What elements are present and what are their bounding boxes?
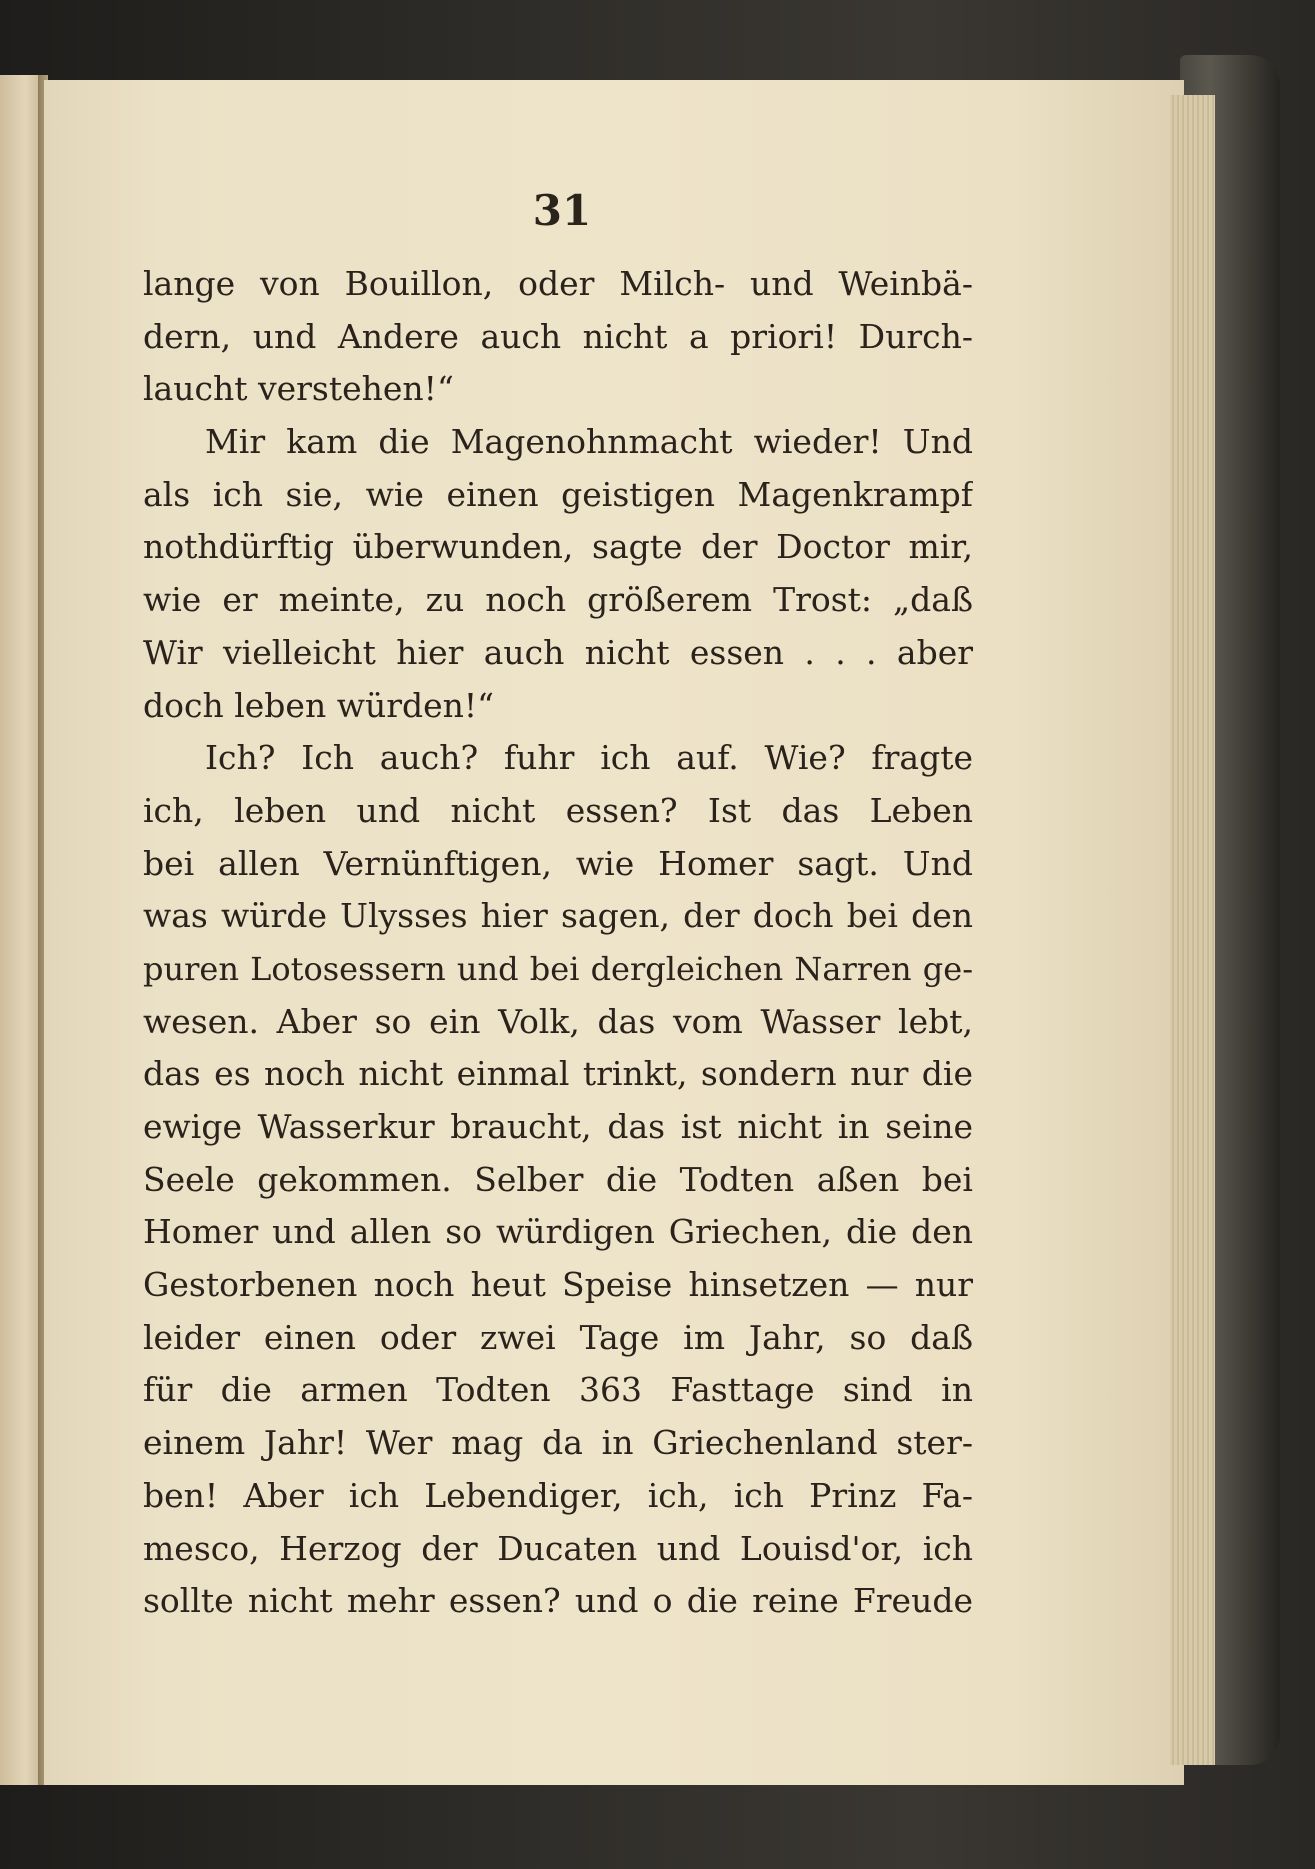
text-line: wie er meinte, zu noch größerem Trost: „daß [143, 580, 973, 620]
page-number: 31 [532, 186, 592, 235]
text-line: was würde Ulysses hier sagen, der doch bei den [143, 896, 973, 936]
text-line: leider einen oder zwei Tage im Jahr, so daß [143, 1317, 973, 1357]
text-line: als ich sie, wie einen geistigen Magenkrampf [143, 474, 973, 514]
text-line: mesco, Herzog der Ducaten und Louisd'or, ich [143, 1528, 973, 1568]
text-line: nothdürftig überwunden, sagte der Doctor mir, [143, 527, 973, 567]
text-line: puren Lotosessern und bei dergleichen Narren ge- [143, 949, 973, 988]
text-line: ben! Aber ich Lebendiger, ich, ich Prinz Fa- [143, 1475, 973, 1515]
text-line: ewige Wasserkur braucht, das ist nicht in seine [143, 1107, 973, 1146]
text-line: einem Jahr! Wer mag da in Griechenland ster- [143, 1423, 973, 1463]
text-line: Mir kam die Magenohnmacht wieder! Und [205, 422, 973, 462]
text-line: ich, leben und nicht essen? Ist das Leben [143, 790, 973, 830]
page-text [143, 258, 973, 1628]
text-line: für die armen Todten 363 Fasttage sind in [143, 1370, 973, 1410]
text-line: Homer und allen so würdigen Griechen, die den [143, 1212, 973, 1252]
text-line: doch leben würden!“ [143, 685, 495, 725]
page-stack-edge [1170, 95, 1215, 1765]
text-line: Seele gekommen. Selber die Todten aßen bei [143, 1159, 973, 1199]
text-line: wesen. Aber so ein Volk, das vom Wasser lebt, [143, 1001, 973, 1041]
facing-page-edge [0, 75, 42, 1785]
text-line: bei allen Vernünftigen, wie Homer sagt. Und [143, 843, 973, 883]
text-line: dern, und Andere auch nicht a priori! Durch- [143, 316, 973, 356]
text-line: Ich? Ich auch? fuhr ich auf. Wie? fragte [205, 738, 973, 778]
text-line: Gestorbenen noch heut Speise hinsetzen — nur [143, 1265, 973, 1305]
text-line: Wir vielleicht hier auch nicht essen . . . aber [143, 632, 973, 672]
text-line: sollte nicht mehr essen? und o die reine Freude [143, 1581, 973, 1621]
text-line: das es noch nicht einmal trinkt, sondern nur die [143, 1054, 973, 1094]
text-line: lange von Bouillon, oder Milch- und Weinbä- [143, 264, 973, 303]
text-line: laucht verstehen!“ [143, 369, 454, 409]
